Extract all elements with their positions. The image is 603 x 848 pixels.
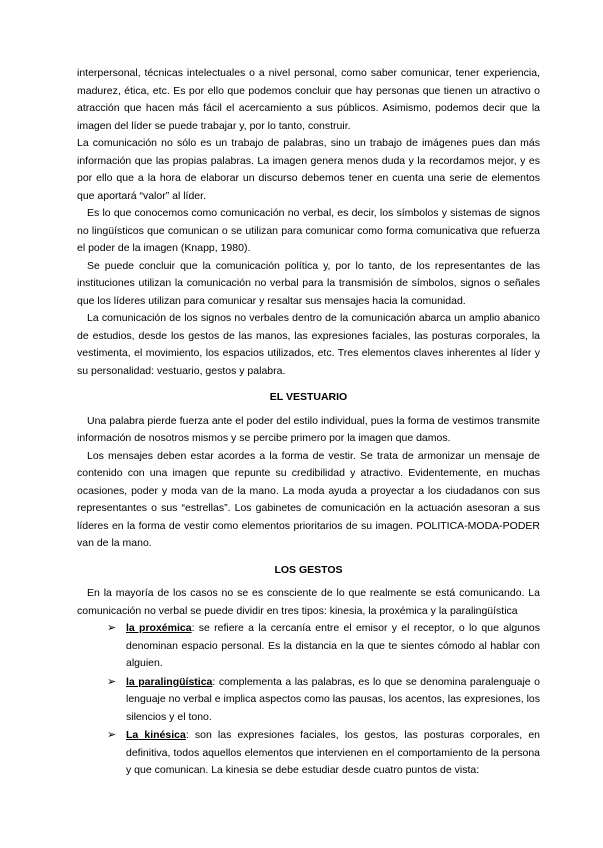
- definition-proxemica: : se refiere a la cercanía entre el emisor y el receptor, o lo que algunos denominan espacio personal. Es la distancia en la que te sientes cómodo al hablar con alguien.: [126, 622, 540, 669]
- paragraph-gestos-intro: En la mayoría de los casos no se es consciente de lo que realmente se está comunicando. La comunicación no verbal se puede dividir en tres tipos: kinesia, la proxémica y la paralingüística: [77, 587, 540, 617]
- heading-vestuario: EL VESTUARIO: [269, 391, 348, 403]
- arrow-bullet-icon: ➢: [107, 622, 117, 634]
- list-item-paralinguistica: [107, 674, 541, 727]
- term-paralinguistica: la paralingüística: [126, 675, 213, 688]
- paragraph-nonverbal-signs: La comunicación de los signos no verbales dentro de la comunicación abarca un amplio abanico de estudios, desde los gestos de las manos, las expresiones faciales, las posturas corporales, la vestimenta, el movimiento, los espacios utilizados, etc. Tres elementos claves inherentes al líder y su personalidad: vestuario, gestos y palabra.: [77, 312, 540, 377]
- list-item-kinesica: [107, 727, 540, 780]
- term-kinesica: La kinésica: [126, 729, 186, 741]
- paragraph-political-communication: Se puede concluir que la comunicación política y, por lo tanto, de los representantes de las instituciones utilizan la comunicación no verbal para la transmisión de símbolos, signos o señales que los líderes utilizan para comunicar y resaltar sus mensajes hacia la comunidad.: [77, 259, 540, 307]
- heading-gestos: LOS GESTOS: [274, 563, 343, 576]
- arrow-bullet-icon: ➢: [107, 675, 117, 688]
- paragraph-leader-image: interpersonal, técnicas intelectuales o a nivel personal, como saber comunicar, tener experiencia, madurez, ética, etc. Es por ello que podemos concluir que hay personas que tienen un atractivo o atracción que hacen más fácil el acercamiento a sus públicos. Asimismo, podemos decir que la imagen del líder se puede trabajar y, por lo tanto, construir.: [77, 67, 540, 132]
- arrow-bullet-icon: ➢: [107, 729, 117, 741]
- definition-paralinguistica: : complementa a las palabras, es lo que se denomina paralenguaje o lenguaje no verbal e implica aspectos como las pausas, los acentos, las expresiones, los silencios y el tono.: [126, 675, 541, 723]
- term-proxemica: la proxémica: [126, 622, 192, 634]
- list-item-proxemica: [107, 620, 540, 673]
- nonverbal-types-list: [77, 620, 540, 780]
- definition-kinesica: : son las expresiones faciales, los gestos, las posturas corporales, en definitiva, todos aquellos elementos que intervienen en el comportamiento de la persona y que comunican. La kinesia se debe estudiar desde cuatro puntos de vista:: [126, 729, 540, 776]
- paragraph-nonverbal-definition: Es lo que conocemos como comunicación no verbal, es decir, los símbolos y sistemas de signos no lingüísticos que comunican o se utilizan para comunicar como forma comunicativa que refuerza el poder de la imagen (Knapp, 1980).: [77, 207, 540, 254]
- paragraph-vestuario-1: Una palabra pierde fuerza ante el poder del estilo individual, pues la forma de vestimos transmite información de nosotros mismos y se percibe primero por la imagen que damos.: [77, 414, 540, 444]
- paragraph-vestuario-2: Los mensajes deben estar acordes a la forma de vestir. Se trata de armonizar un mensaje de contenido con una imagen que repunte su credibilidad y atractivo. Evidentemente, en muchas ocasiones, poder y moda van de la mano. La moda ayuda a proyectar a los ciudadanos con sus representantes o sus “estrellas”. Los gabinetes de comunicación en la actuación asesoran a sus líderes en la forma de vestir como elementos prioritarios de su imagen. POLITICA-MODA-PODER van de la mano.: [77, 449, 540, 549]
- paragraph-communication-images: La comunicación no sólo es un trabajo de palabras, sino un trabajo de imágenes pues dan más información que las propias palabras. La imagen genera menos duda y la recordamos mejor, y es por ello que a la hora de elaborar un discurso debemos tener en cuenta una serie de elementos que aportará “valor” al líder.: [77, 137, 540, 202]
